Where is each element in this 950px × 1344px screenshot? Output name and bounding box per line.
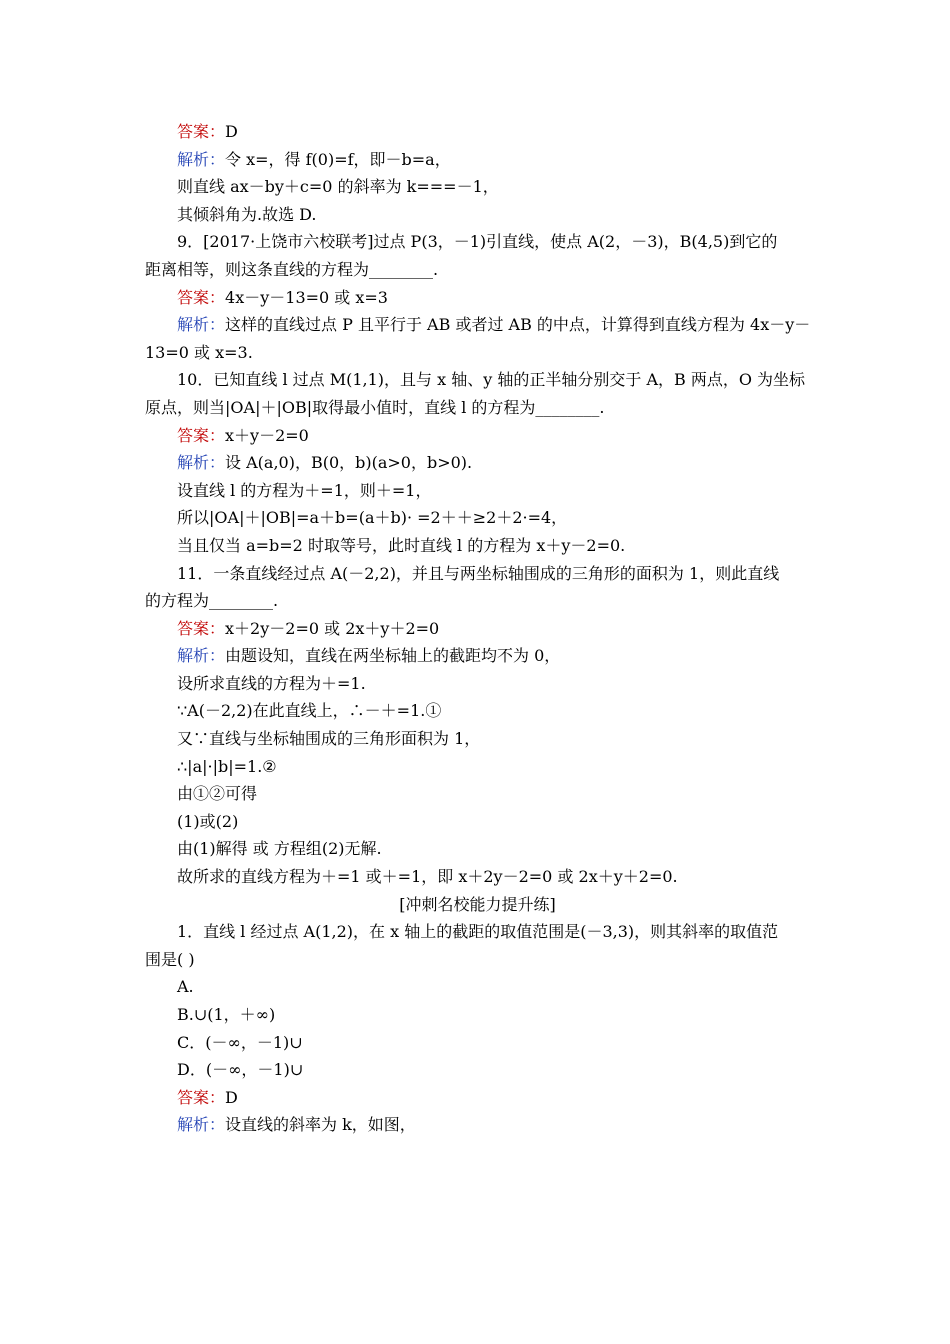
line-text: [冲刺名校能力提升练] bbox=[399, 894, 556, 914]
line-text: ∴|a|·|b|=1.② bbox=[177, 756, 277, 776]
answer-label: 答案： bbox=[177, 287, 226, 307]
line-text: A. bbox=[177, 977, 194, 997]
line-text: 1．直线 l 经过点 A(1,2)，在 x 轴上的截距的取值范围是(－3,3)，则其斜率的取值范 bbox=[177, 922, 779, 942]
line-text: 设直线 l 的方程为＋=1，则＋=1， bbox=[177, 480, 432, 500]
line-text: 设直线的斜率为 k，如图， bbox=[225, 1115, 416, 1135]
text-line bbox=[145, 697, 810, 725]
answer-line bbox=[145, 118, 810, 146]
line-text: 由①②可得 bbox=[177, 784, 258, 804]
answer-line bbox=[145, 284, 810, 312]
explanation-label: 解析： bbox=[177, 315, 226, 335]
line-text: 4x－y－13=0 或 x=3 bbox=[225, 287, 388, 307]
text-line bbox=[145, 504, 810, 532]
text-line-continued bbox=[145, 587, 810, 615]
text-line bbox=[145, 670, 810, 698]
answer-label: 答案： bbox=[177, 122, 226, 141]
line-text: 其倾斜角为.故选 D. bbox=[177, 204, 317, 224]
line-text: 设所求直线的方程为＋=1. bbox=[177, 673, 366, 693]
explanation-label: 解析： bbox=[177, 149, 226, 169]
question-line bbox=[145, 560, 810, 588]
text-line bbox=[145, 1001, 810, 1029]
line-text: 又∵直线与坐标轴围成的三角形面积为 1， bbox=[177, 729, 481, 749]
line-text: 11．一条直线经过点 A(－2,2)，并且与两坐标轴围成的三角形的面积为 1，则此直线 bbox=[177, 563, 780, 583]
line-text: 10．已知直线 l 过点 M(1,1)，且与 x 轴、y 轴的正半轴分别交于 A，B 两点，O 为坐标 bbox=[177, 370, 806, 390]
explanation-label: 解析： bbox=[177, 1115, 226, 1135]
line-text: 的方程为________. bbox=[145, 591, 279, 611]
text-line bbox=[145, 808, 810, 836]
line-text: x＋2y－2=0 或 2x＋y＋2=0 bbox=[225, 618, 440, 638]
line-text: 13=0 或 x=3. bbox=[145, 342, 253, 362]
text-line bbox=[145, 725, 810, 753]
line-text: (1)或(2) bbox=[177, 811, 239, 831]
question-line bbox=[145, 918, 810, 946]
text-line bbox=[145, 1029, 810, 1057]
explanation-line bbox=[145, 146, 810, 174]
explanation-label: 解析： bbox=[177, 453, 226, 473]
line-text: 9．[2017·上饶市六校联考]过点 P(3，－1)引直线，使点 A(2，－3)，B(4,5)到它的 bbox=[177, 232, 778, 252]
text-line-continued bbox=[145, 256, 810, 284]
text-line-continued bbox=[145, 394, 810, 422]
question-line bbox=[145, 366, 810, 394]
line-text: 围是( ) bbox=[145, 949, 195, 969]
document-body bbox=[145, 118, 810, 1139]
line-text: 由题设知，直线在两坐标轴上的截距均不为 0， bbox=[225, 646, 561, 666]
line-text: D bbox=[225, 1087, 238, 1107]
text-line bbox=[145, 173, 810, 201]
line-text: 这样的直线过点 P 且平行于 AB 或者过 AB 的中点，计算得到直线方程为 4x－y－ bbox=[225, 315, 811, 335]
text-line bbox=[145, 863, 810, 891]
text-line bbox=[145, 477, 810, 505]
line-text: 则直线 ax－by＋c=0 的斜率为 k===－1， bbox=[177, 177, 499, 197]
text-line bbox=[145, 835, 810, 863]
answer-line bbox=[145, 615, 810, 643]
question-line bbox=[145, 228, 810, 256]
line-text: 原点，则当|OA|＋|OB|取得最小值时，直线 l 的方程为________. bbox=[145, 397, 605, 417]
line-text: D bbox=[225, 122, 238, 141]
answer-line bbox=[145, 1084, 810, 1112]
answer-label: 答案： bbox=[177, 425, 226, 445]
text-line-continued bbox=[145, 946, 810, 974]
line-text: D．(－∞，－1)∪ bbox=[177, 1060, 304, 1080]
text-line-continued bbox=[145, 339, 810, 367]
line-text: 令 x=，得 f(0)=f，即－b=a， bbox=[225, 149, 451, 169]
text-line bbox=[145, 780, 810, 808]
text-line bbox=[145, 201, 810, 229]
text-line bbox=[145, 753, 810, 781]
line-text: 距离相等，则这条直线的方程为________. bbox=[145, 259, 439, 279]
line-text: x＋y－2=0 bbox=[225, 425, 309, 445]
line-text: 故所求的直线方程为＋=1 或＋=1，即 x＋2y－2=0 或 2x＋y＋2=0. bbox=[177, 867, 678, 887]
line-text: ∵A(－2,2)在此直线上，∴－＋=1.① bbox=[177, 701, 442, 721]
line-text: 由(1)解得 或 方程组(2)无解. bbox=[177, 839, 382, 859]
answer-label: 答案： bbox=[177, 1087, 226, 1107]
text-line bbox=[145, 532, 810, 560]
explanation-label: 解析： bbox=[177, 646, 226, 666]
text-line bbox=[145, 973, 810, 1001]
text-line bbox=[145, 1056, 810, 1084]
line-text: B.∪(1，＋∞) bbox=[177, 1005, 276, 1024]
explanation-line bbox=[145, 449, 810, 477]
answer-line bbox=[145, 422, 810, 450]
line-text: C．(－∞，－1)∪ bbox=[177, 1032, 303, 1052]
explanation-line bbox=[145, 1111, 810, 1139]
section-heading bbox=[145, 891, 810, 919]
explanation-line bbox=[145, 642, 810, 670]
answer-label: 答案： bbox=[177, 618, 226, 638]
explanation-line bbox=[145, 311, 810, 339]
line-text: 设 A(a,0)，B(0，b)(a>0，b>0). bbox=[225, 453, 473, 473]
line-text: 所以|OA|＋|OB|=a＋b=(a＋b)· =2＋＋≥2＋2·=4， bbox=[177, 508, 568, 528]
line-text: 当且仅当 a=b=2 时取等号，此时直线 l 的方程为 x＋y－2=0. bbox=[177, 535, 626, 555]
